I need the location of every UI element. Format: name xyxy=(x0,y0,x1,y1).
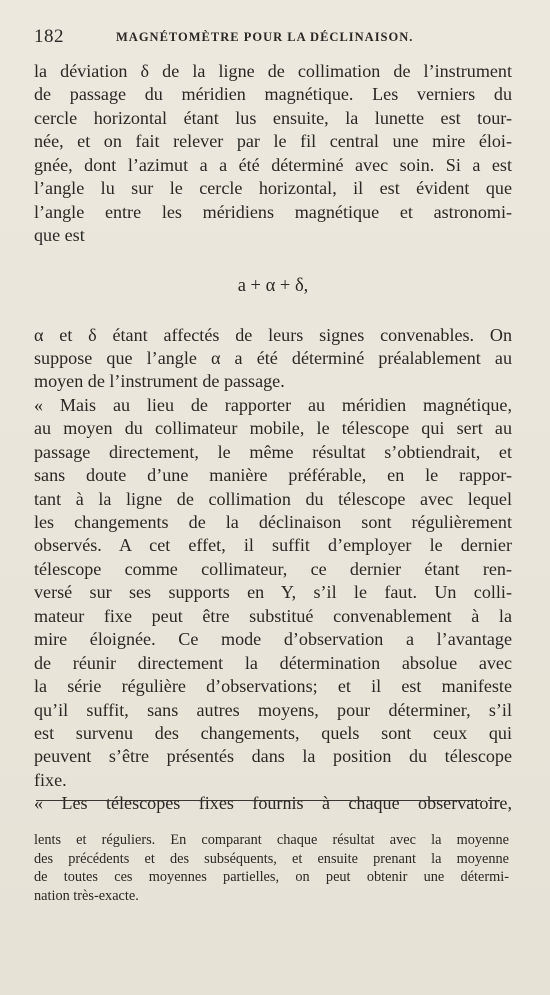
text-line: mateur fixe peut être substitué convenablement à la xyxy=(34,605,512,626)
text-line: tant à la ligne de collimation du télescope avec lequel xyxy=(34,488,512,509)
running-title: MAGNÉTOMÈTRE POUR LA DÉCLINAISON. xyxy=(116,30,414,44)
text-line: l’angle entre les méridiens magnétique et astronomi- xyxy=(34,201,512,222)
text-line: passage directement, le même résultat s’obtiendrait, et xyxy=(34,441,512,462)
text-line: de réunir directement la détermination absolue avec xyxy=(34,652,512,673)
text-line: versé sur ses supports en Y, s’il le faut. Un colli- xyxy=(34,582,512,603)
text-line: l’angle lu sur le cercle horizontal, il est évident que xyxy=(34,178,512,199)
running-head xyxy=(34,26,524,50)
text-line: mire éloignée. Ce mode d’observation a l’avantage xyxy=(34,629,512,650)
text-line: fixe. xyxy=(34,769,67,790)
text-line: télescope comme collimateur, ce dernier étant ren- xyxy=(34,558,512,579)
text-line: « Mais au lieu de rapporter au méridien magnétique, xyxy=(34,394,512,415)
text-line: « Les télescopes fixes fournis à chaque observatoire, xyxy=(34,793,512,814)
footnote-line: des précédents et des subséquents, et ensuite prenant la moyenne xyxy=(34,850,509,867)
text-line: née, et on fait relever par le fil central une mire éloi- xyxy=(34,131,512,152)
text-line: gnée, dont l’azimut a a été déterminé avec soin. Si a est xyxy=(34,154,512,175)
text-line: peuvent s’être présentés dans la position du télescope xyxy=(34,746,512,767)
text-line: qu’il suffit, sans autres moyens, pour déterminer, s’il xyxy=(34,699,512,720)
text-line: la série régulière d’observations; et il est manifeste xyxy=(34,676,512,697)
footnote-line: lents et réguliers. En comparant chaque résultat avec la moyenne xyxy=(34,832,509,848)
footnote-rule-tail xyxy=(488,800,500,801)
text-line: α et δ étant affectés de leurs signes convenables. On xyxy=(34,324,512,345)
text-line: observés. A cet effet, il suffit d’employer le dernier xyxy=(34,535,512,556)
text-line: moyen de l’instrument de passage. xyxy=(34,371,285,392)
footnote-line: nation très-exacte. xyxy=(34,887,139,904)
text-line: au moyen du collimateur mobile, le télescope qui sert au xyxy=(34,418,512,439)
text-line: de passage du méridien magnétique. Les verniers du xyxy=(34,84,512,105)
text-line: que est xyxy=(34,225,85,246)
footnote xyxy=(34,831,509,905)
text-line: sans doute d’une manière préférable, en le rappor- xyxy=(34,465,512,486)
text-line: cercle horizontal étant lus ensuite, la lunette est tour- xyxy=(34,107,512,128)
footnote-line: de toutes ces moyennes partielles, on peut obtenir une détermi- xyxy=(34,869,509,886)
footnote-rule xyxy=(36,800,481,801)
formula: a + α + δ, xyxy=(237,275,309,296)
page-number: 182 xyxy=(34,26,64,47)
text-line: est survenu des changements, quels sont ceux qui xyxy=(34,722,512,743)
text-line: les changements de la déclinaison sont régulièrement xyxy=(34,512,512,532)
body-text xyxy=(34,60,512,816)
text-line: la déviation δ de la ligne de collimation de l’instrument xyxy=(34,61,512,81)
text-line: suppose que l’angle α a été déterminé préalablement au xyxy=(34,347,512,368)
